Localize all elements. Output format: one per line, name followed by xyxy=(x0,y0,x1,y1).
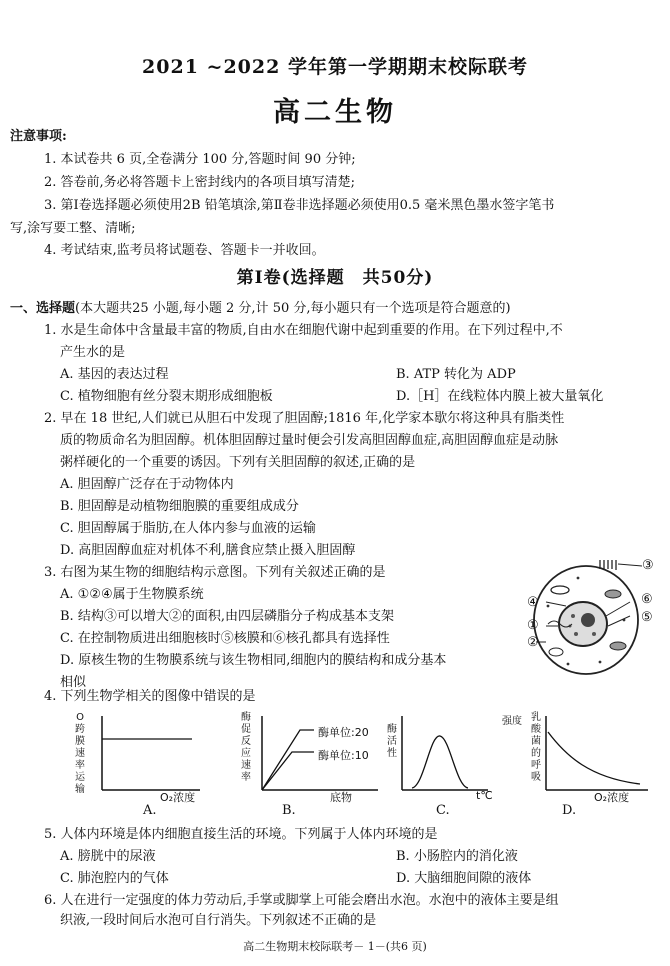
cell-label-6: ⑥ xyxy=(641,592,653,607)
graph-b-ylabel xyxy=(240,712,252,784)
q1-option-a: A. 基因的表达过程 xyxy=(60,367,169,382)
q3-option-d: 相似 xyxy=(60,675,87,690)
q1-stem: 1. 水是生命体中含量最丰富的物质,自由水在细胞代谢中起到重要的作用。在下列过程中,不 xyxy=(44,323,563,338)
graph-c-letter: C. xyxy=(436,803,450,818)
graph-a-ylabel-part: O xyxy=(76,712,84,723)
note-item: 4. 考试结束,监考员将试题卷、答题卡一并收回。 xyxy=(44,243,325,258)
section-desc: (本大题共25 小题,每小题 2 分,计 50 分,每小题只有一个选项是符合题意的) xyxy=(75,301,511,316)
note-item: 写,涂写要工整、清晰; xyxy=(10,221,136,236)
q5-option-a: A. 膀胱中的尿液 xyxy=(60,849,156,864)
graph-a-ylabel xyxy=(74,712,86,796)
graph-b-series-20: 酶单位:20 xyxy=(318,726,369,739)
q2-stem: 粥样硬化的一个重要的诱因。下列有关胆固醇的叙述,正确的是 xyxy=(60,455,416,470)
graph-d-ylabel-2 xyxy=(530,712,542,784)
note-item: 2. 答卷前,务必将答题卡上密封线内的各项目填写清楚; xyxy=(44,175,356,190)
q3-option-c: C. 在控制物质进出细胞核时⑤核膜和⑥核孔都具有选择性 xyxy=(60,631,390,646)
note-item: 1. 本试卷共 6 页,全卷满分 100 分,答题时间 90 分钟; xyxy=(44,152,356,167)
q1-option-d: D.［H］在线粒体内膜上被大量氧化 xyxy=(396,389,604,404)
graph-a xyxy=(88,712,204,796)
graph-d-ylabel-text: 乳酸菌的呼吸 xyxy=(531,712,541,783)
exam-title: 2021 ~2022 学年第一学期期末校际联考 xyxy=(142,56,528,78)
page-footer: 高二生物期末校际联考－ 1－(共6 页) xyxy=(243,940,427,953)
subject-title: 高二生物 xyxy=(273,97,397,128)
q4-stem: 4. 下列生物学相关的图像中错误的是 xyxy=(44,689,256,704)
q6-stem: 6. 人在进行一定强度的体力劳动后,手掌或脚掌上可能会磨出水泡。水泡中的液体主要是组 xyxy=(44,893,559,908)
q2-option-d: D. 高胆固醇血症对机体不利,膳食应禁止摄入胆固醇 xyxy=(60,543,356,558)
graph-b-ylabel-text: 酶促反应速率 xyxy=(241,712,251,783)
notes-heading: 注意事项: xyxy=(10,129,67,144)
q3-option-a: A. ①②④属于生物膜系统 xyxy=(60,587,204,602)
part-title: 第Ⅰ卷(选择题 共50分) xyxy=(236,268,434,288)
graph-b-letter: B. xyxy=(282,803,296,818)
graph-c-curve xyxy=(412,736,468,788)
graph-d-letter: D. xyxy=(562,803,577,818)
note-item: 3. 第Ⅰ卷选择题必须使用2B 铅笔填涂,第Ⅱ卷非选择题必须使用0.5 毫米黑色墨水签字笔书 xyxy=(44,198,555,213)
cell-label-2: ② xyxy=(527,635,539,650)
graph-b-series-10: 酶单位:10 xyxy=(318,749,369,762)
graph-c-xlabel: t℃ xyxy=(476,789,493,802)
q1-stem: 产生水的是 xyxy=(60,345,126,360)
q2-option-b: B. 胆固醇是动植物细胞膜的重要组成成分 xyxy=(60,499,299,514)
q5-option-b: B. 小肠腔内的消化液 xyxy=(396,849,518,864)
cell-label-1: ① xyxy=(527,618,539,633)
q2-option-a: A. 胆固醇广泛存在于动物体内 xyxy=(60,477,234,492)
cell-label-4: ④ xyxy=(527,595,539,610)
graph-a-ylabel-part: 率 xyxy=(75,760,85,771)
q5-stem: 5. 人体内环境是体内细胞直接生活的环境。下列属于人体内环境的是 xyxy=(44,827,438,842)
graph-d xyxy=(542,712,652,796)
section-label: 一、选择题 xyxy=(10,301,76,316)
q2-stem: 质的物质命名为胆固醇。机体胆固醇过量时便会引发高胆固醇血症,高胆固醇血症是动脉 xyxy=(60,433,559,448)
graph-c xyxy=(398,712,494,796)
graph-a-letter: A. xyxy=(143,803,157,818)
graph-d-curve xyxy=(548,732,640,784)
q2-option-c: C. 胆固醇属于脂肪,在人体内参与血液的运输 xyxy=(60,521,316,536)
q6-stem: 织液,一段时间后水泡可自行消失。下列叙述不正确的是 xyxy=(60,913,377,928)
cell-label-5: ⑤ xyxy=(641,610,653,625)
q5-option-c: C. 肺泡腔内的气体 xyxy=(60,871,169,886)
q1-option-b: B. ATP 转化为 ADP xyxy=(396,367,516,382)
graph-c-ylabel xyxy=(386,724,398,760)
q3-option-b: B. 结构③可以增大②的面积,由四层磷脂分子构成基本支架 xyxy=(60,609,394,624)
cell-label-3: ③ xyxy=(642,558,654,573)
q1-option-c: C. 植物细胞有丝分裂末期形成细胞板 xyxy=(60,389,273,404)
graph-a-ylabel-part: 跨 xyxy=(75,724,85,735)
graph-d-xlabel: O₂浓度 xyxy=(594,791,630,804)
graph-a-ylabel-part: 速 xyxy=(75,748,85,759)
graph-c-ylabel-text: 酶活性 xyxy=(387,724,397,759)
graph-b-xlabel: 底物 xyxy=(330,791,352,804)
graph-b-curve-10 xyxy=(262,752,314,790)
section-header xyxy=(10,300,511,317)
q5-option-d: D. 大脑细胞间隙的液体 xyxy=(396,871,532,886)
q3-stem: 3. 右图为某生物的细胞结构示意图。下列有关叙述正确的是 xyxy=(44,565,386,580)
graph-a-ylabel-part: 运 xyxy=(75,772,85,783)
graph-a-ylabel-part: 输 xyxy=(75,784,85,795)
q2-stem: 2. 早在 18 世纪,人们就已从胆石中发现了胆固醇;1816 年,化学家本歇尔将这种具有脂类性 xyxy=(44,411,565,426)
graph-d-ylabel-1: 强度 xyxy=(502,716,522,727)
q3-option-d: D. 原核生物的生物膜系统与该生物相同,细胞内的膜结构和成分基本 xyxy=(60,653,447,668)
graph-a-xlabel: O₂浓度 xyxy=(160,791,196,804)
graph-a-ylabel-part: 膜 xyxy=(75,736,85,747)
